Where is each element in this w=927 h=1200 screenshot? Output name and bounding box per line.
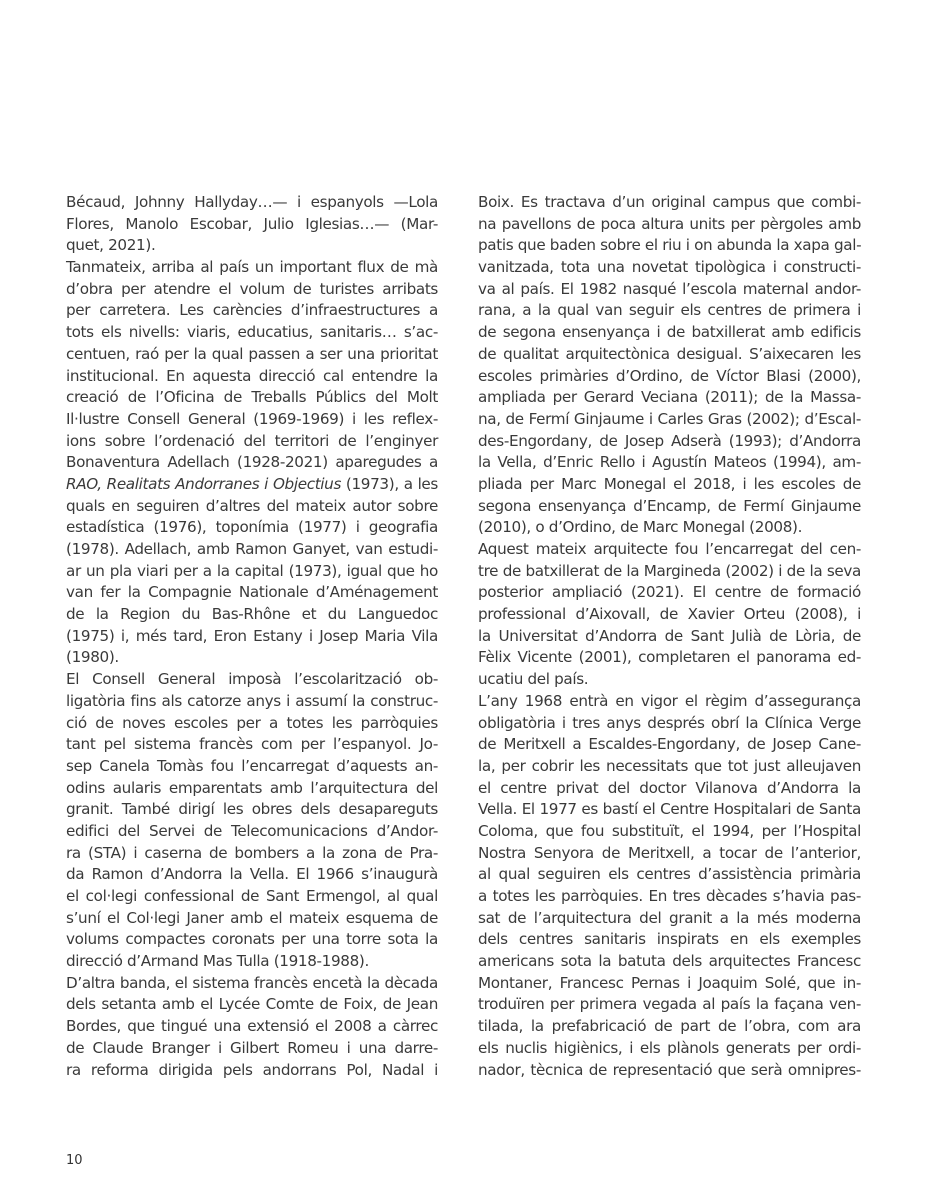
text-line: (2010), o d’Ordino, de Marc Monegal (2008). [478,518,803,537]
text-line: El Consell General imposà l’escolarització ob- [66,670,438,689]
text-line: ra (STA) i caserna de bombers a la zona de Pra- [66,843,438,862]
text-line: da Ramon d’Andorra la Vella. El 1966 s’inaugurà [66,865,438,884]
text-line: tant pel sistema francès com per l’espanyol. Jo- [66,735,438,754]
text-line: de Claude Branger i Gilbert Romeu i una darre- [66,1038,438,1057]
text-line: na pavellons de poca altura units per pèrgoles amb [478,214,861,233]
text-line: des-Engordany, de Josep Adserà (1993); d’Andorra [478,431,861,450]
text-line: Bécaud, Johnny Hallyday…— i espanyols —Lola [66,193,438,211]
paragraph [478,691,861,1081]
text-line: Il·lustre Consell General (1969-1969) i les reflex- [66,409,438,428]
text-line: Flores, Manolo Escobar, Julio Iglesias…— (Mar- [66,214,438,233]
text-line: de qualitat arquitectònica desigual. S’aixecaren les [478,344,861,363]
paragraph [66,257,438,669]
text-line: vanitzada, tota una novetat tipològica i constructi- [478,258,861,277]
paragraph [478,192,861,539]
text-line: la, per cobrir les necessitats que tot just alleujaven [478,756,861,775]
text-line-rest: (1973), a les [341,474,438,493]
text-line: quet, 2021). [66,236,156,255]
text-line: troduïren per primera vegada al país la façana ven- [478,995,861,1014]
paragraph [478,539,861,691]
text-line: ions sobre l’ordenació del territori de l’enginyer [66,431,438,450]
text-line: professional d’Aixovall, de Xavier Orteu (2008), i [478,605,861,624]
text-line: institucional. En aquesta direcció cal entendre la [66,366,438,385]
text-line: creació de l’Oficina de Treballs Públics del Molt [66,388,438,407]
text-line: de segona ensenyança i de batxillerat amb edificis [478,323,861,342]
text-line: el col·legi confessional de Sant Ermengol, al qual [66,887,438,905]
text-line: al qual seguiren els centres d’assistència primària [478,865,861,884]
text-line: van fer la Compagnie Nationale d’Aménagement [66,583,438,602]
text-line: la Universitat d’Andorra de Sant Julià de Lòria, de [478,626,861,645]
left-text-column [66,192,438,1081]
text-line: centuen, raó per la qual passen a ser una prioritat [66,344,438,363]
text-line: d’obra per atendre el volum de turistes arribats [66,279,438,298]
text-line: nador, tècnica de representació que serà omnipres- [478,1060,861,1079]
text-line: segona ensenyança d’Encamp, de Fermí Ginjaume [478,496,861,515]
paragraph [66,192,438,257]
text-line: Tanmateix, arriba al país un important flux de mà [66,258,438,277]
text-line: ció de noves escoles per a totes les parròquies [66,713,438,732]
text-line: americans sota la batuta dels arquitectes Francesc [478,952,861,971]
text-line: tots els nivells: viaris, educatius, sanitaris… s’ac- [66,323,438,342]
text-line: sat de l’arquitectura del granit a la més moderna [478,908,861,927]
text-line: direcció d’Armand Mas Tulla (1918-1988). [66,952,369,971]
text-line: tilada, la prefabricació de part de l’obra, com ara [478,1017,861,1036]
text-line: ra reforma dirigida pels andorrans Pol, Nadal i [66,1060,438,1079]
text-line: Vella. El 1977 es bastí el Centre Hospitalari de Santa [478,800,861,819]
text-line: (1980). [66,648,119,667]
text-line: Boix. Es tractava d’un original campus que combi- [478,193,861,211]
paragraph [66,669,438,973]
text-line: patis que baden sobre el riu i on abunda la xapa gal- [478,236,862,255]
text-line: Bonaventura Adellach (1928-2021) aparegudes a [66,453,438,472]
text-line: dels setanta amb el Lycée Comte de Foix, de Jean [66,995,438,1014]
text-line: (1975) i, més tard, Eron Estany i Josep Maria Vila [66,626,438,645]
text-line: sep Canela Tomàs fou l’encarregat d’aquests an- [66,756,438,775]
publication-title: RAO, Realitats Andorranes i Objectius [66,474,342,493]
text-line: Fèlix Vicente (2001), completaren el panorama ed- [478,648,861,667]
text-line: el centre privat del doctor Vilanova d’Andorra la [478,778,861,797]
text-line: Nostra Senyora de Meritxell, a tocar de l’anterior, [478,843,861,862]
text-line: la Vella, d’Enric Rello i Agustín Mateos (1994), am- [478,453,861,472]
text-line: pliada per Marc Monegal el 2018, i les escoles de [478,474,861,493]
text-line: na, de Fermí Ginjaume i Carles Gras (2002); d’Escal- [478,409,861,428]
text-line: Aquest mateix arquitecte fou l’encarregat del cen- [478,540,861,558]
text-line: (1978). Adellach, amb Ramon Ganyet, van estudi- [66,540,438,558]
right-text-column [478,192,861,1081]
text-line: a totes les parròquies. En tres dècades s’havia pas- [478,887,861,905]
text-line: odins aularis emparentats amb l’arquitectura del [66,778,438,797]
text-line: quals en seguiren d’altres del mateix autor sobre [66,496,438,515]
text-line: s’uní el Col·legi Janer amb el mateix esquema de [66,908,438,927]
page-number: 10 [66,1153,83,1168]
text-line [66,474,438,496]
text-line: dels centres sanitaris inspirats en els exemples [478,930,861,949]
text-line: Bordes, que tingué una extensió el 2008 a càrrec [66,1017,438,1036]
text-line: tre de batxillerat de la Margineda (2002) i de la seva [478,561,861,580]
text-line: va al país. El 1982 nasqué l’escola maternal andor- [478,279,861,298]
text-line: rana, a la qual van seguir els centres de primera i [478,301,861,320]
text-line: Montaner, Francesc Pernas i Joaquim Solé, que in- [478,973,861,992]
text-line: granit. També dirigí les obres dels desapareguts [66,800,438,819]
text-line: de Meritxell a Escaldes-Engordany, de Josep Cane- [478,735,861,754]
text-line: obligatòria i tres anys després obrí la Clínica Verge [478,713,861,732]
text-line: ucatiu del país. [478,670,589,689]
text-line: per carretera. Les carències d’infraestructures a [66,301,438,320]
text-line: ampliada per Gerard Veciana (2011); de la Massa- [478,388,861,407]
text-line: D’altra banda, el sistema francès encetà la dècada [66,973,438,992]
text-line: els nuclis higiènics, i els plànols generats per ordi- [478,1038,861,1057]
text-line: edifici del Servei de Telecomunicacions d’Andor- [66,821,438,840]
paragraph [66,973,438,1081]
text-line: de la Region du Bas-Rhône et du Languedoc [66,605,438,624]
text-line: ligatòria fins als catorze anys i assumí la construc- [66,691,438,710]
text-line: volums compactes coronats per una torre sota la [66,930,438,949]
text-line: estadística (1976), toponímia (1977) i geografia [66,518,438,537]
text-line: Coloma, que fou substituït, el 1994, per l’Hospital [478,821,861,840]
text-line: L’any 1968 entrà en vigor el règim d’assegurança [478,691,861,710]
text-line: ar un pla viari per a la capital (1973), igual que ho [66,561,438,580]
text-line: escoles primàries d’Ordino, de Víctor Blasi (2000), [478,366,861,385]
text-line: posterior ampliació (2021). El centre de formació [478,583,861,602]
